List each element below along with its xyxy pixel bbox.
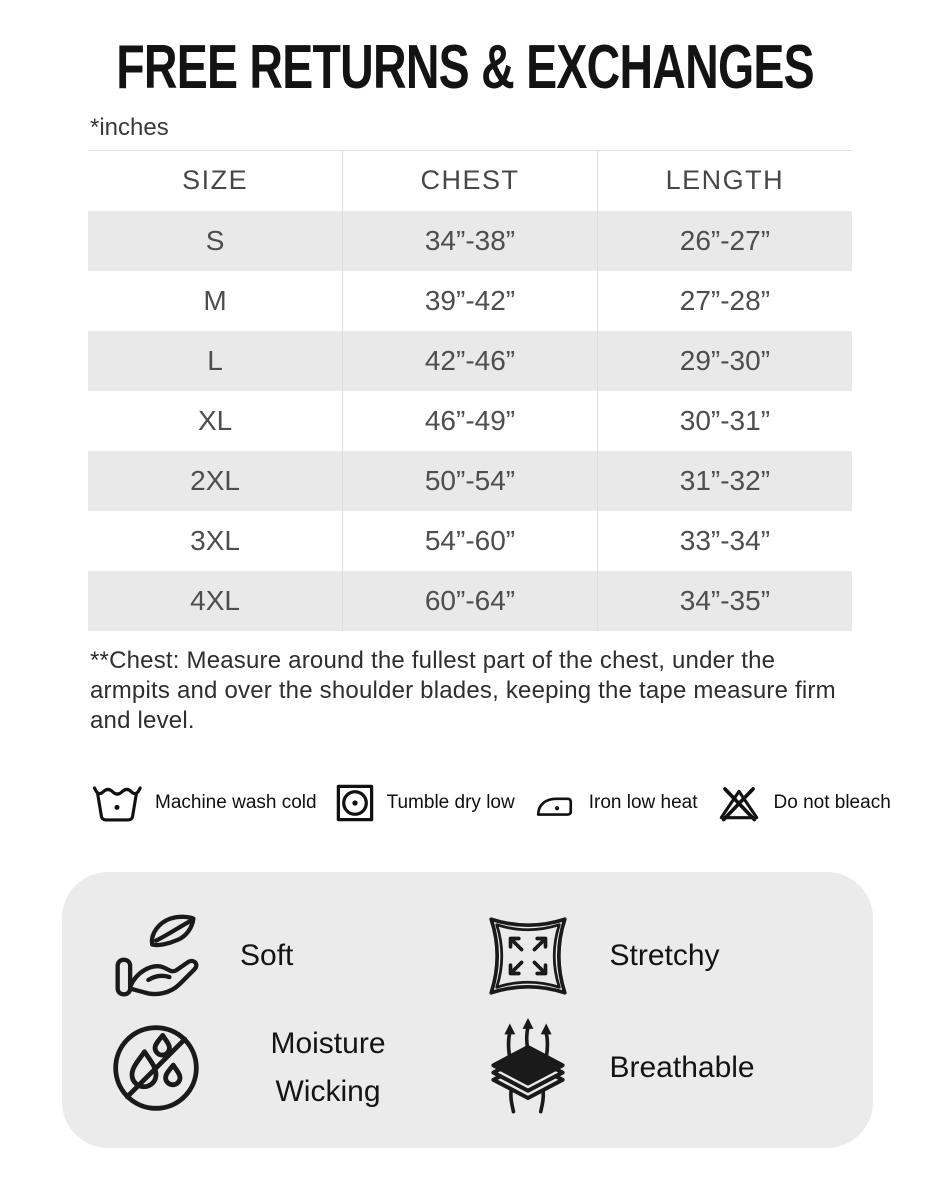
care-label: Iron low heat: [588, 792, 698, 813]
table-row: [88, 391, 852, 451]
table-cell: 42”-46”: [343, 331, 598, 391]
care-item-iron: [534, 786, 698, 820]
table-cell: 4XL: [88, 571, 343, 631]
table-row: [88, 511, 852, 571]
feature-moisture-wicking: [108, 1012, 482, 1124]
feature-label: Moisture Wicking: [270, 1027, 386, 1108]
table-row: [88, 271, 852, 331]
feature-label: Stretchy: [609, 939, 720, 972]
table-row: [88, 331, 852, 391]
table-cell: 34”-38”: [343, 211, 598, 271]
table-cell: L: [88, 331, 343, 391]
table-cell: XL: [197, 404, 233, 436]
table-cell: 46”-49”: [343, 391, 598, 451]
header-row: [88, 151, 852, 211]
table-cell: 54”-60”: [343, 511, 598, 571]
table-cell: 30”-31”: [597, 391, 852, 451]
care-item-bleach: [717, 783, 891, 823]
size-table: [88, 150, 852, 631]
table-row: [88, 571, 852, 631]
breathable-icon: [482, 1018, 574, 1118]
table-cell: 33”-34”: [597, 511, 852, 571]
stretchy-icon: [482, 910, 574, 1002]
table-cell: 39”-42”: [343, 271, 598, 331]
feature-label: Soft: [240, 939, 294, 972]
care-label: Tumble dry low: [386, 792, 515, 813]
table-cell: 34”-35”: [597, 571, 852, 631]
table-cell: 2XL: [88, 451, 343, 511]
table-cell: M: [203, 284, 227, 316]
size-table-header: [88, 151, 852, 211]
table-cell: 26”-27”: [597, 211, 852, 271]
care-instructions-row: [92, 772, 891, 834]
column-header-length: LENGTH: [597, 151, 852, 211]
care-item-machine-wash: [92, 781, 317, 825]
moisture-wicking-icon: [108, 1020, 204, 1116]
units-note: *inches: [90, 114, 169, 141]
care-label: Do not bleach: [773, 792, 891, 813]
table-cell: S: [88, 211, 343, 271]
size-table-body: [88, 211, 852, 631]
table-cell: 50”-54”: [343, 451, 598, 511]
iron-low-heat-icon: [534, 786, 576, 820]
care-item-tumble-dry: [336, 784, 515, 822]
table-cell: 60”-64”: [343, 571, 598, 631]
table-cell: 31”-32”: [597, 451, 852, 511]
table-cell: 29”-30”: [597, 331, 852, 391]
table-cell: 27”-28”: [597, 271, 852, 331]
feature-label: Breathable: [609, 1051, 755, 1084]
table-cell: 3XL: [190, 524, 240, 556]
page-title: FREE RETURNS & EXCHANGES: [116, 33, 814, 102]
machine-wash-cold-icon: [92, 781, 142, 825]
column-header-chest: CHEST: [343, 151, 598, 211]
feature-breathable: [482, 1012, 856, 1124]
care-label: Machine wash cold: [155, 792, 317, 813]
tumble-dry-low-icon: [336, 784, 374, 822]
do-not-bleach-icon: [717, 783, 761, 823]
table-row: [88, 211, 852, 271]
table-row: [88, 451, 852, 511]
features-panel: [62, 872, 873, 1148]
chest-measure-note: **Chest: Measure around the fullest part of the chest, under the armpits and over the shoulder blades, keeping the tape measure firm and level.: [90, 647, 836, 734]
feature-soft: [108, 900, 482, 1012]
feature-stretchy: [482, 900, 856, 1012]
column-header-size: SIZE: [88, 151, 343, 211]
soft-icon: [108, 910, 204, 1002]
